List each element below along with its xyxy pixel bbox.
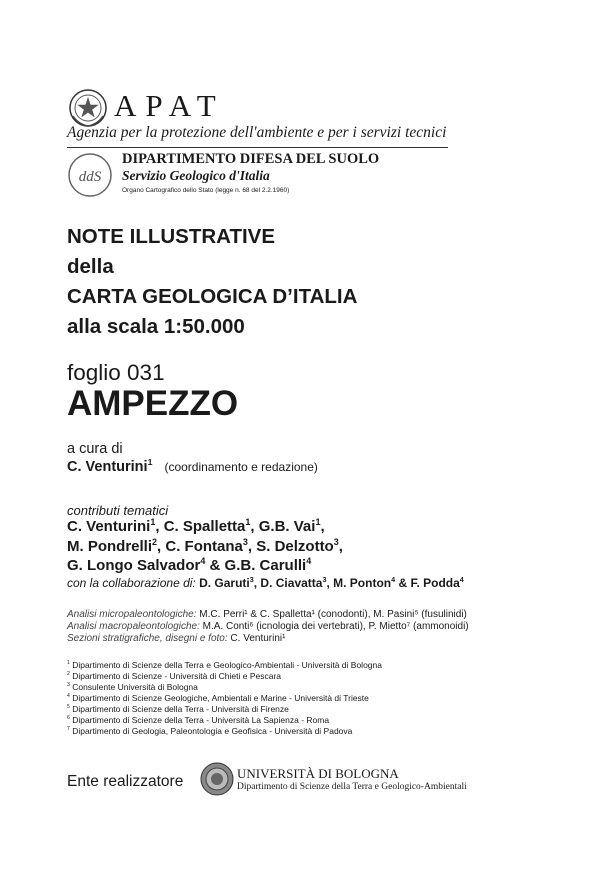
department-subtitle: Servizio Geologico d'Italia [122,168,270,183]
apat-subtitle: Agenzia per la protezione dell'ambiente e per i servizi tecnici [67,124,447,141]
affiliation-line [67,682,198,692]
university-name: UNIVERSITÀ DI BOLOGNA [237,766,399,781]
affiliation-number: 4 [306,556,312,566]
contributor-name: M. Pondrelli [67,538,153,555]
editor-name: C. Venturini [67,459,148,475]
affiliation-index: 4 [67,693,70,700]
department-title: DIPARTIMENTO DIFESA DEL SUOLO [122,151,380,167]
sheet-name: AMPEZZO [67,384,239,423]
affiliation-text: Consulente Università di Bologna [69,682,198,692]
contributor-name: , [338,538,343,555]
contributor-line [67,538,343,555]
affiliation-line [67,726,352,736]
affiliation-line [67,660,382,670]
title-line-3: CARTA GEOLOGICA D’ITALIA [67,285,358,308]
contributor-name: G. Longo Salvador [67,557,201,574]
contributor-line [67,518,325,535]
affiliation-text: Dipartimento di Scienze della Terra e Geologico-Ambientali - Università di Bologna [69,660,382,670]
affiliation-number: 3 [249,575,254,584]
header-divider [67,147,448,148]
affiliation-number: 4 [459,575,464,584]
affiliation-number: 1 [315,517,321,527]
contributor-name: & F. Podda [395,576,460,590]
affiliation-number: 3 [322,575,327,584]
title-line-4: alla scala 1:50.000 [67,315,245,338]
contributor-name: & G.B. Carulli [205,557,307,574]
republic-emblem-icon [68,88,108,128]
affiliation-text: Dipartimento di Scienze - Università di Chieti e Pescara [69,671,282,681]
affiliation-text: Dipartimento di Scienze della Terra - Università La Sapienza - Roma [69,715,330,725]
sheet-number: foglio 031 [67,360,165,385]
producer-label: Ente realizzatore [67,773,184,790]
analysis-text: M.C. Perri¹ & C. Spalletta¹ (conodonti), M. Pasini⁵ (fusulinidi) [196,609,467,620]
affiliation-number: 2 [152,537,158,547]
difesa-suolo-logo-icon [67,152,113,198]
affiliation-number: 3 [333,537,339,547]
affiliation-line [67,704,289,714]
editor-role: (coordinamento e redazione) [164,460,318,474]
affiliation-line [67,671,281,681]
contributor-name: , G.B. Vai [250,518,316,535]
apat-wordmark: APAT [114,88,225,123]
contributor-name: , S. Delzotto [247,538,334,555]
editor-affiliation: 1 [147,457,153,468]
dds-logo-text: ddS [78,169,102,185]
affiliation-number: 1 [150,517,156,527]
affiliation-number: 4 [391,575,396,584]
contributor-name: , D. Ciavatta [253,576,323,590]
affiliation-index: 5 [67,704,70,711]
affiliation-index: 1 [67,660,70,667]
affiliation-line [67,693,369,703]
affiliation-index: 6 [67,715,70,722]
analysis-line [67,621,469,632]
affiliation-index: 7 [67,726,70,733]
title-line-1: NOTE ILLUSTRATIVE [67,225,276,248]
editor-line [67,459,318,475]
contributor-name: , C. Spalletta [155,518,246,535]
analysis-line [67,633,285,644]
analysis-text: C. Venturini¹ [227,633,286,644]
collaboration-names [199,576,464,590]
edited-by-label: a cura di [67,441,123,457]
university-seal-icon [200,762,234,796]
collaboration-line [67,576,464,590]
affiliation-number: 1 [245,517,251,527]
contributor-name: , [320,518,325,535]
collaboration-label: con la collaborazione di: [67,576,196,590]
department-note: Organo Cartografico dello Stato (legge n. 68 del 2.2.1960) [122,187,290,194]
affiliation-text: Dipartimento di Scienze della Terra - Università di Firenze [69,704,289,714]
title-block [67,222,357,342]
analysis-label: Analisi macropaleontologiche: [67,621,200,632]
contributor-name: , M. Ponton [326,576,392,590]
analysis-line [67,609,467,620]
affiliation-text: Dipartimento di Geologia, Paleontologia e Geofisica - Università di Padova [69,726,353,736]
contributor-name: , C. Fontana [157,538,243,555]
contributor-name: C. Venturini [67,518,151,535]
university-department: Dipartimento di Scienze della Terra e Geologico-Ambientali [237,782,467,792]
contributor-line [67,557,311,574]
affiliation-line [67,715,329,725]
analysis-text: M.A. Conti⁶ (icnologia dei vertebrati), P. Mietto⁷ (ammonoidi) [199,621,469,632]
affiliation-index: 3 [67,682,70,689]
affiliation-text: Dipartimento di Scienze Geologiche, Ambientali e Marine - Università di Trieste [69,693,369,703]
affiliation-number: 3 [242,537,248,547]
title-line-2: della [67,255,114,278]
contributors-label: contributi tematici [67,503,169,518]
analysis-label: Analisi micropaleontologiche: [67,609,197,620]
analysis-label: Sezioni stratigrafiche, disegni e foto: [67,633,228,644]
affiliation-number: 4 [200,556,206,566]
affiliation-index: 2 [67,671,70,678]
contributor-name: D. Garuti [199,576,250,590]
